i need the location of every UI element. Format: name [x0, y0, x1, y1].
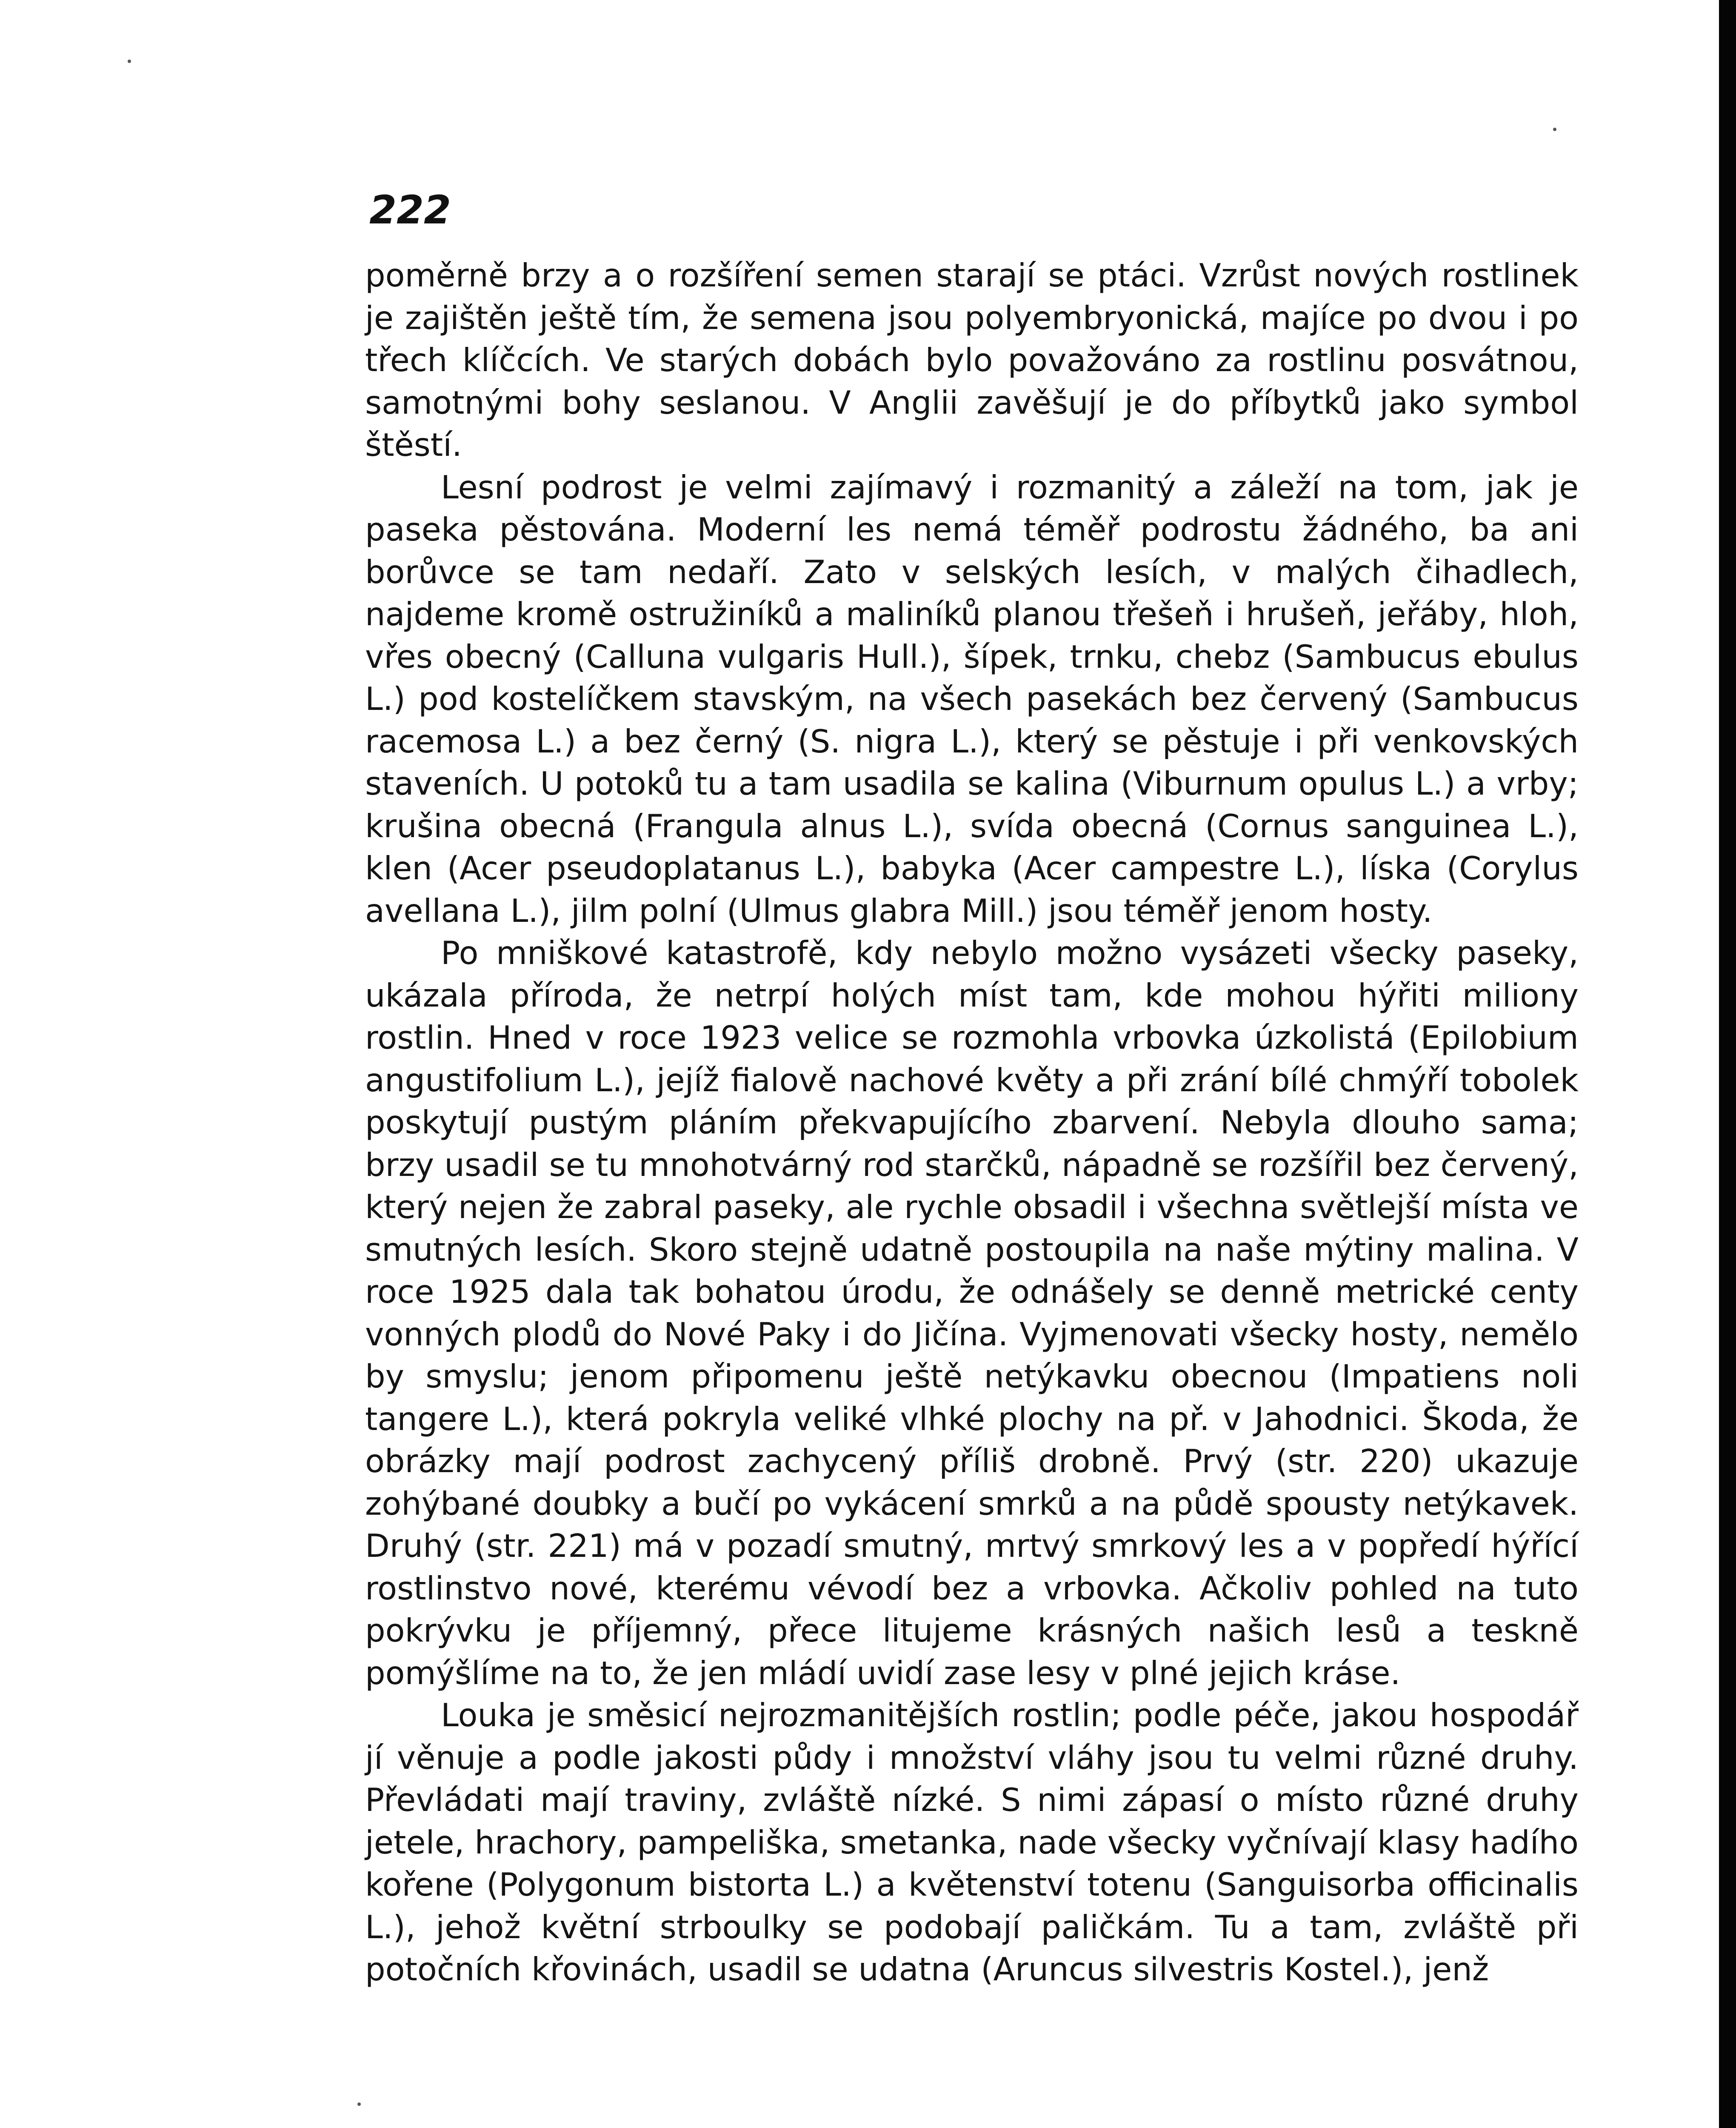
- scan-border-right: [1719, 0, 1736, 2128]
- page-number: 222: [369, 187, 451, 233]
- paragraph-1: poměrně brzy a o rozšíření semen starají se ptáci. Vzrůst nových rostlinek je zajištěn ještě tím, že semena jsou polyembryonická, majíce po dvou i po třech klíčcích. Ve starých dobách bylo považováno za rostlinu posvátnou, samotnými bohy seslanou. V Anglii zavěšují je do příbytků jako symbol štěstí.: [365, 257, 1579, 463]
- paragraph-3: Po mniškové katastrofě, kdy nebylo možno vysázeti všecky paseky, ukázala příroda, že netrpí holých míst tam, kde mohou hýřiti miliony rostlin. Hned v roce 1923 velice se rozmohla vrbovka úzkolistá (Epilobium angustifolium L.), jejíž fialově nachové květy a při zrání bílé chmýří tobolek poskytují pustým pláním překvapujícího zbarvení. Nebyla dlouho sama; brzy usadil se tu mnohotvárný rod starčků, nápadně se rozšířil bez červený, který nejen že zabral paseky, ale rychle obsadil i všechna světlejší místa ve smutných lesích. Skoro stejně udatně postoupila na naše mýtiny malina. V roce 1925 dala tak bohatou úrodu, že odnášely se denně metrické centy vonných plodů do Nové Paky i do Jičína. Vyjmenovati všecky hosty, nemělo by smyslu; jenom připomenu ještě netýkavku obecnou (Impatiens noli tangere L.), která pokryla veliké vlhké plochy na př. v Jahodnici. Škoda, že obrázky mají podrost zachycený příliš drobně. Prvý (str. 220) ukazuje zohýbané doubky a bučí po vykácení smrků a na půdě spousty netýkavek. Druhý (str. 221) má v pozadí smutný, mrtvý smrkový les a v popředí hýřící rostlinstvo nové, kterému vévodí bez a vrbovka. Ačkoliv pohled na tuto pokrývku je příjemný, přece litujeme krásných našich lesů a teskně pomýšlíme na to, že jen mládí uvidí zase lesy v plné jejich kráse.: [365, 934, 1579, 1692]
- paragraph-4: Louka je směsicí nejrozmanitějších rostlin; podle péče, jakou hospodář jí věnuje a podle jakosti půdy i množství vláhy jsou tu velmi různé druhy. Převládati mají traviny, zvláště nízké. S nimi zápasí o místo různé druhy jetele, hrachory, pampeliška, smetanka, nade všecky vyčnívají klasy hadího kořene (Polygonum bistorta L.) a květenství totenu (Sanguisorba officinalis L.), jehož květní strboulky se podobají paličkám. Tu a tam, zvláště při potočních křovinách, usadil se udatna (Aruncus silvestris Kostel.), jenž: [365, 1696, 1579, 1988]
- scan-speck: [1553, 128, 1556, 131]
- body-text: [365, 255, 1579, 1991]
- scan-speck: [357, 2102, 361, 2106]
- scan-speck: [128, 60, 131, 63]
- paragraph-2: Lesní podrost je velmi zajímavý i rozmanitý a záleží na tom, jak je paseka pěstována. Moderní les nemá téměř podrostu žádného, ba ani borůvce se tam nedaří. Zato v selských lesích, v malých čihadlech, najdeme kromě ostružiníků a maliníků planou třešeň i hrušeň, jeřáby, hloh, vřes obecný (Calluna vulgaris Hull.), šípek, trnku, chebz (Sambucus ebulus L.) pod kostelíčkem stavským, na všech pasekách bez červený (Sambucus racemosa L.) a bez černý (S. nigra L.), který se pěstuje i při venkovských staveních. U potoků tu a tam usadila se kalina (Viburnum opulus L.) a vrby; krušina obecná (Frangula alnus L.), svída obecná (Cornus sanguinea L.), klen (Acer pseudoplatanus L.), babyka (Acer campestre L.), líska (Corylus avellana L.), jilm polní (Ulmus glabra Mill.) jsou téměř jenom hosty.: [365, 468, 1579, 930]
